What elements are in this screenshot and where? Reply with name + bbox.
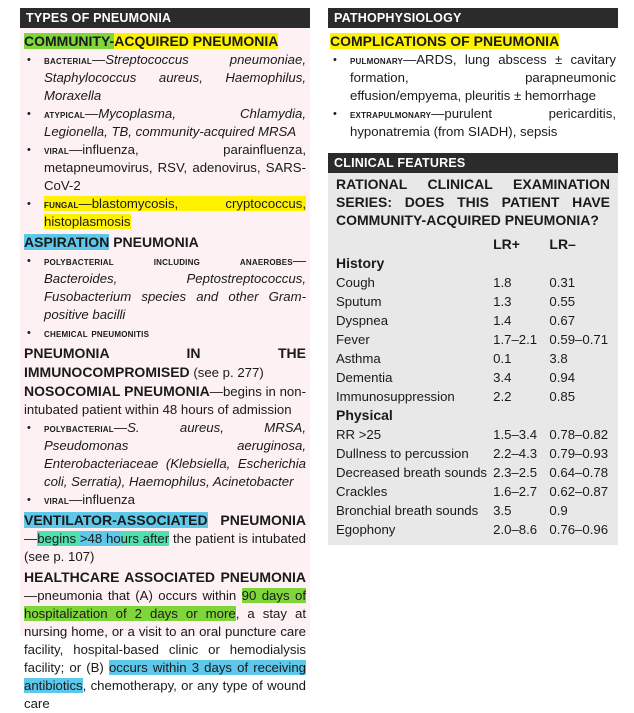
complications-list [330,51,616,141]
group-row-history [336,254,618,273]
table-cell-lrp: 1.6–2.7 [493,484,538,499]
table-row [336,501,618,520]
table-cell-name: Crackles [336,484,388,499]
list-item: • polybacterial—S. aureus, MRSA, Pseudomonas aeruginosa, Enterobacteriaceae (Klebsiella, Escherichia coli, Serratia), Haemophilus, Acinetobacter [24,419,306,491]
history-label: History [336,255,385,271]
table-cell-name: Immunosuppression [336,389,455,404]
complications-heading: COMPLICATIONS OF PNEUMONIA [330,33,560,49]
table-row [336,292,618,311]
ventilator-heading: VENTILATOR-ASSOCIATED PNEUMONIA—begins >48 hours after the patient is intubated (see p. 107) [24,512,307,564]
table-cell-lrm: 0.62–0.87 [549,484,609,499]
table-cell-lrm: 0.59–0.71 [549,332,609,347]
nosocomial-list [24,419,306,509]
types-header: TYPES OF PNEUMONIA [20,8,310,28]
list-item: • polybacterial including anaerobes—Bacteroides, Peptostreptococcus, Fusobacterium species and other Gram-positive bacilli [24,252,306,324]
table-cell-lrp: 1.4 [493,313,512,328]
table-row [336,425,618,444]
table-cell-lrm: 3.8 [549,351,568,366]
table-cell-name: Dyspnea [336,313,389,328]
table-row [336,311,618,330]
table-cell-lrm: 0.64–0.78 [549,465,609,480]
table-cell-lrp: 1.3 [493,294,512,309]
table-row [336,520,618,539]
table-cell-lrp: 2.0–8.6 [493,522,538,537]
community-title-part-b: ACQUIRED PNEUMONIA [114,33,279,49]
table-cell-lrm: 0.79–0.93 [549,446,609,461]
clinical-features-header: CLINICAL FEATURES [328,153,618,173]
table-cell-lrp: 3.5 [493,503,512,518]
col-lr-plus: LR+ [493,236,520,252]
list-item: • viral—influenza, parainfluenza, metapneumovirus, RSV, adenovirus, SARS-CoV-2 [24,141,306,195]
table-cell-lrm: 0.76–0.96 [549,522,609,537]
table-cell-lrp: 1.5–3.4 [493,427,538,442]
types-of-pneumonia-section [20,8,310,711]
physical-label: Physical [336,407,393,423]
immunocompromised-heading: PNEUMONIA IN THE IMMUNOCOMPROMISED (see p. 277) [24,345,306,380]
complications-block [328,28,618,143]
table-cell-lrm: 0.9 [549,503,568,518]
types-panel [20,28,310,711]
aspiration-heading: ASPIRATION PNEUMONIA [24,234,199,250]
table-row [336,330,618,349]
col-lr-minus: LR– [549,236,576,252]
table-row [336,463,618,482]
table-row [336,273,618,292]
table-row [336,444,618,463]
table-row [336,482,618,501]
list-item: • atypical—Mycoplasma, Chlamydia, Legionella, TB, community-acquired MRSA [24,105,306,141]
nosocomial-heading: NOSOCOMIAL PNEUMONIA—begins in non-intubated patient within 48 hours of admission [24,383,306,417]
table-cell-name: Dementia [336,370,393,385]
table-header-row [336,235,618,254]
rce-title-line: RATIONAL CLINICAL EXAMINATION [336,176,610,192]
rce-title-line: COMMUNITY-ACQUIRED PNEUMONIA? [336,212,599,228]
list-item: • chemical pneumonitis [24,324,306,342]
table-cell-lrm: 0.31 [549,275,576,290]
list-item: • fungal—blastomycosis, cryptococcus, histoplasmosis [24,195,306,231]
table-row [336,387,618,406]
table-cell-name: RR >25 [336,427,382,442]
table-cell-lrp: 1.7–2.1 [493,332,538,347]
table-cell-lrp: 2.3–2.5 [493,465,538,480]
table-cell-name: Cough [336,275,375,290]
group-row-physical [336,406,618,425]
community-list [24,51,306,231]
table-cell-name: Decreased breath sounds [336,465,488,480]
table-cell-name: Bronchial breath sounds [336,503,479,518]
table-cell-lrm: 0.55 [549,294,576,309]
table-cell-lrp: 1.8 [493,275,512,290]
list-item: • extrapulmonary—purulent pericarditis, hyponatremia (from SIADH), sepsis [330,105,616,141]
table-cell-lrm: 0.67 [549,313,576,328]
table-row [336,349,618,368]
list-item: • pulmonary—ARDS, lung abscess ± cavitary formation, parapneumonic effusion/empyema, pleuritis ± hemorrhage [330,51,616,105]
table-cell-lrp: 2.2–4.3 [493,446,538,461]
aspiration-list [24,252,306,342]
healthcare-heading: HEALTHCARE ASSOCIATED PNEUMONIA—pneumonia that (A) occurs within 90 days of hospitalization of 2 days or more, a stay at nursing home, or a visit to an oral puncture care facility, hospital-based clinic or hemodialysis facility; or (B) occurs within 3 days of receiving antibiotics, chemotherapy, or any type of wound care [24,569,306,711]
table-cell-lrp: 0.1 [493,351,512,366]
table-cell-name: Egophony [336,522,396,537]
community-acquired-heading [24,32,306,50]
table-row [336,368,618,387]
table-cell-name: Asthma [336,351,381,366]
table-cell-lrm: 0.78–0.82 [549,427,609,442]
table-cell-name: Dullness to percussion [336,446,469,461]
rce-title-line: SERIES: DOES THIS PATIENT HAVE [336,194,610,210]
table-cell-name: Sputum [336,294,382,309]
community-title-part-a: COMMUNITY- [24,33,115,49]
table-cell-lrp: 3.4 [493,370,512,385]
list-item: • bacterial—Streptococcus pneumoniae, Staphylococcus aureus, Haemophilus, Moraxella [24,51,306,105]
table-cell-lrm: 0.94 [549,370,576,385]
pathophysiology-section [328,8,618,545]
table-cell-name: Fever [336,332,370,347]
pathophysiology-header: PATHOPHYSIOLOGY [328,8,618,28]
list-item: • viral—influenza [24,491,306,509]
table-cell-lrm: 0.85 [549,389,576,404]
clinical-features-panel [328,153,618,545]
table-cell-lrp: 2.2 [493,389,512,404]
likelihood-ratio-table [336,235,618,539]
